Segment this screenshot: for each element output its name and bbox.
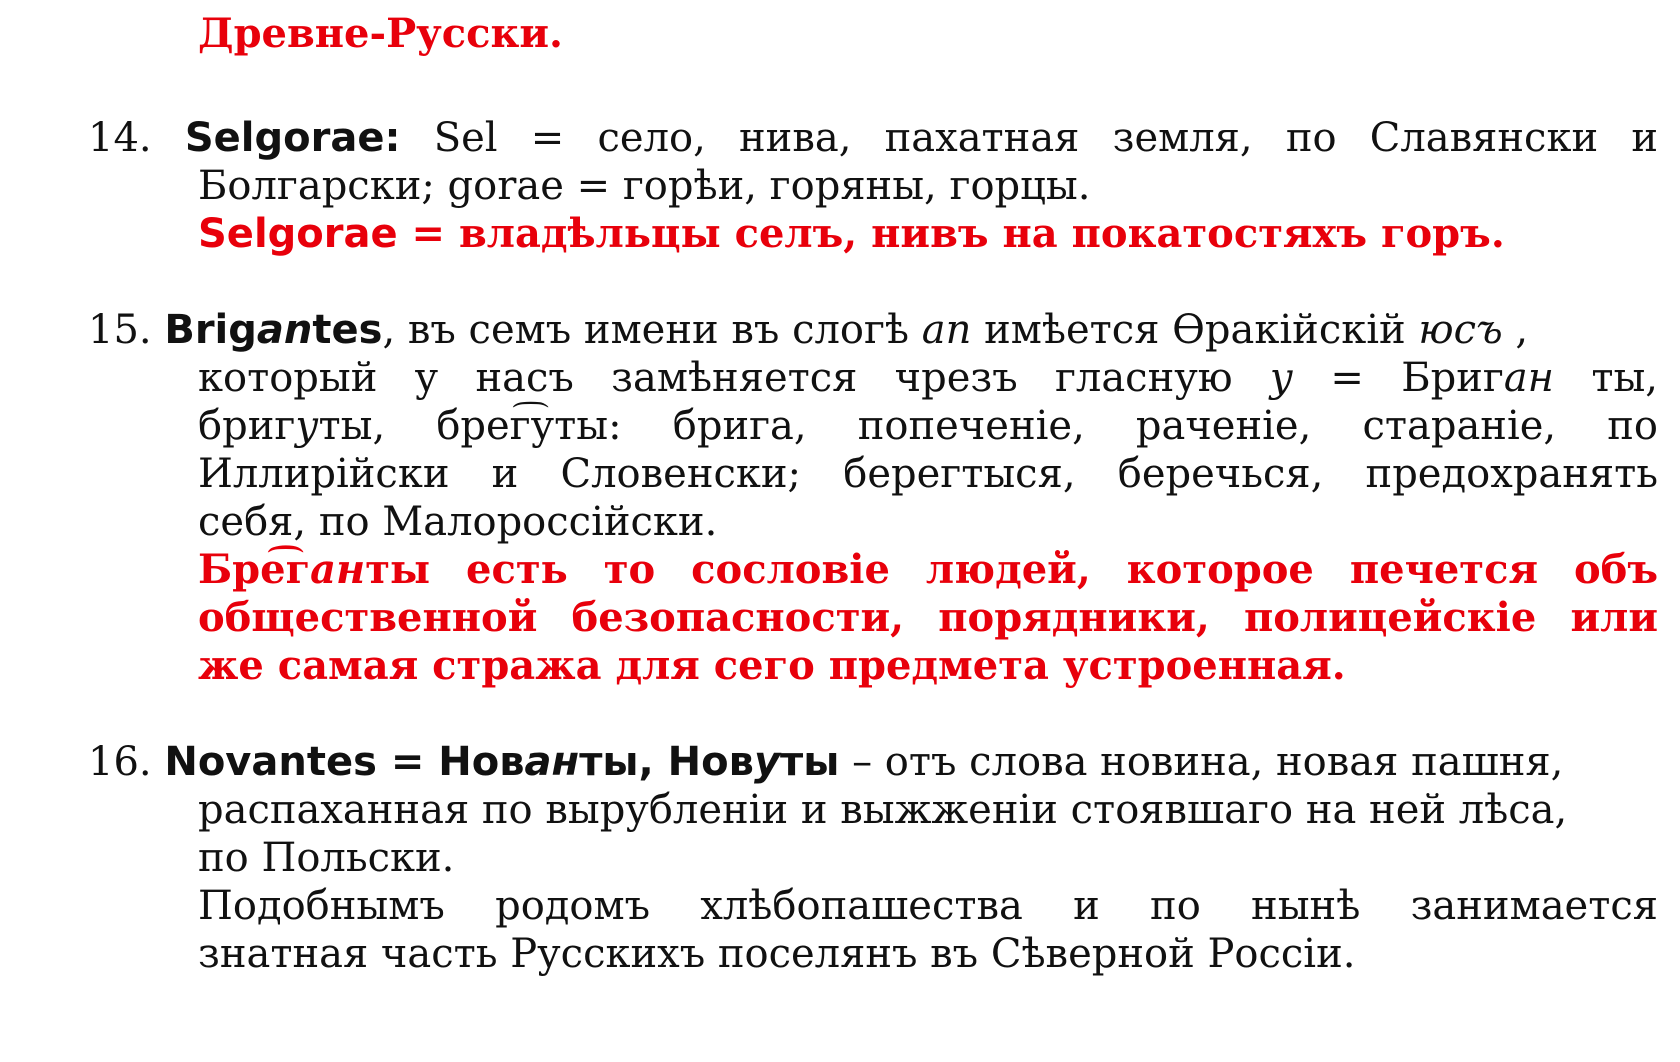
entry-15-number: 15. bbox=[88, 307, 152, 353]
entry-16-number: 16. bbox=[88, 739, 152, 785]
entry-15-conclusion-line-2 bbox=[198, 592, 1658, 644]
entry-15-conclusion-text: Бре͡г bbox=[198, 546, 311, 593]
entry-15-line-4 bbox=[198, 448, 1658, 500]
entry-16-text: знатная часть Русскихъ поселянъ въ Сѣверной Россіи. bbox=[198, 931, 1356, 977]
entry-16-term-part: Novantes = Нов bbox=[164, 739, 525, 785]
entry-16-text: по Польски. bbox=[198, 835, 455, 881]
entry-15-italic: ан bbox=[1503, 355, 1555, 401]
entry-14-number: 14. bbox=[88, 115, 152, 161]
entry-14-conclusion-text: = владѣльцы селъ, нивъ на покатостяхъ горъ. bbox=[397, 210, 1505, 257]
entry-14-line-1 bbox=[88, 112, 1658, 164]
entry-15-term-part: Brig bbox=[164, 307, 257, 353]
entry-16-text: распаханная по вырубленіи и выжженіи стоявшаго на ней лѣса, bbox=[198, 787, 1568, 833]
entry-15-text: , въ семъ имени въ слогѣ bbox=[382, 307, 922, 353]
previous-entry-tail-text: Древне-Русски. bbox=[198, 10, 563, 57]
entry-14-term: Selgorae: bbox=[184, 115, 401, 161]
entry-15-text: бриг bbox=[198, 403, 296, 449]
entry-16-text: Подобнымъ родомъ хлѣбопашества и по нынѣ занимается bbox=[198, 883, 1658, 929]
entry-16-line-3 bbox=[198, 832, 1658, 884]
previous-entry-tail bbox=[198, 8, 1658, 60]
entry-15-conclusion-line-1 bbox=[198, 544, 1658, 596]
entry-16-term bbox=[164, 739, 839, 785]
entry-16-line-1 bbox=[88, 736, 1658, 788]
entry-15-term bbox=[164, 307, 382, 353]
entry-16-term-part: ты, Нов bbox=[579, 739, 754, 785]
entry-15-text: себя, по Малороссійски. bbox=[198, 499, 718, 545]
entry-15-text: ты, bbox=[1554, 355, 1659, 401]
entry-14-definition-start: Sel = село, нива, пахатная земля, по Славянски и bbox=[400, 115, 1658, 161]
entry-16-line-4 bbox=[198, 880, 1658, 932]
entry-16-line-5 bbox=[198, 928, 1658, 980]
entry-15-term-part: tes bbox=[312, 307, 383, 353]
entry-16-line-2 bbox=[198, 784, 1658, 836]
entry-15-conclusion-italic: ан bbox=[310, 546, 366, 593]
entry-15-italic: у bbox=[295, 403, 319, 449]
entry-14-line-2 bbox=[198, 160, 1658, 212]
entry-15-text: ты, брег͡уты: брига, попеченіе, раченіе, стараніе, по bbox=[318, 403, 1658, 449]
entry-15-text: , bbox=[1502, 307, 1529, 353]
entry-14-definition-end: Болгарски; gorae = горѣи, горяны, горцы. bbox=[198, 163, 1091, 209]
entry-15-line-5 bbox=[198, 496, 1658, 548]
entry-16-text: – отъ слова новина, новая пашня, bbox=[839, 739, 1564, 785]
entry-15-term-italic: an bbox=[256, 307, 313, 353]
entry-15-conclusion-line-3 bbox=[198, 640, 1658, 692]
entry-16-term-italic: ан bbox=[524, 739, 580, 785]
entry-16-term-italic: у bbox=[753, 739, 781, 785]
entry-15-line-2 bbox=[198, 352, 1658, 404]
entry-15-text: имѣется Ѳракійскій bbox=[971, 307, 1419, 353]
entry-15-yus: юсъ bbox=[1418, 307, 1503, 353]
entry-15-syllable: an bbox=[921, 307, 972, 353]
entry-15-line-3 bbox=[198, 400, 1658, 452]
entry-15-conclusion-text: общественной безопасности, порядники, полицейскіе или bbox=[198, 594, 1658, 641]
entry-14-conclusion-term: Selgorae bbox=[198, 211, 398, 257]
entry-15-conclusion-text: же самая стража для сего предмета устроенная. bbox=[198, 642, 1346, 689]
entry-15-vowel: у bbox=[1269, 355, 1294, 401]
entry-15-conclusion-text: ты есть то сословіе людей, которое печется объ bbox=[365, 546, 1658, 593]
entry-14-conclusion bbox=[198, 208, 1658, 260]
entry-15-text: = Бриг bbox=[1293, 355, 1504, 401]
entry-15-text: Иллирійски и Словенски; берегтыся, беречься, предохранять bbox=[198, 451, 1658, 497]
entry-15-line-1 bbox=[88, 304, 1658, 356]
entry-15-text: который у насъ замѣняется чрезъ гласную bbox=[198, 355, 1270, 401]
entry-16-term-part: ты bbox=[780, 739, 840, 785]
